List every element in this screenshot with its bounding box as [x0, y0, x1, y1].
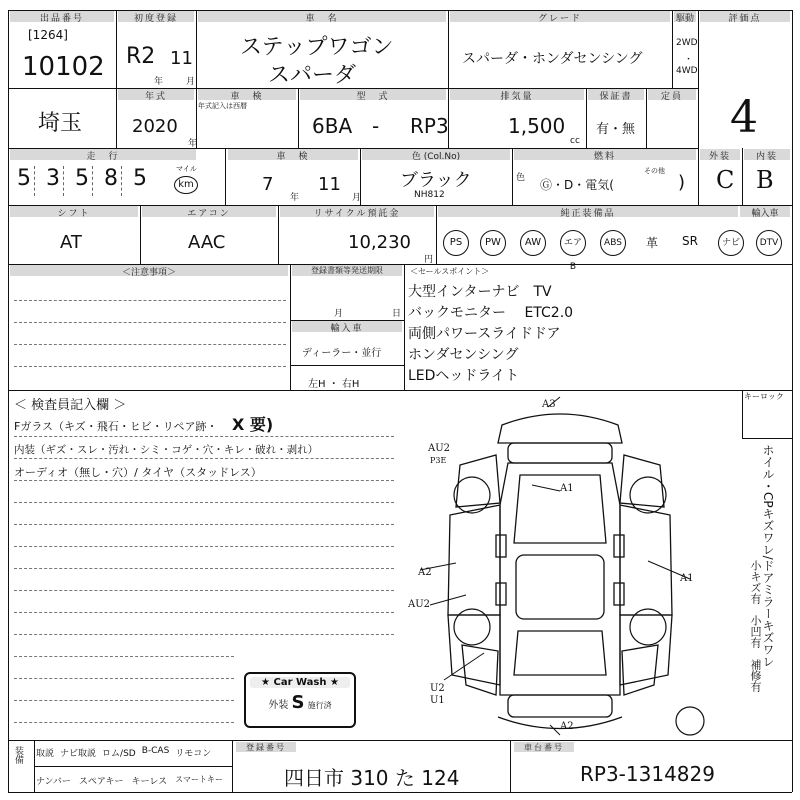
car-wash-prefix: 外装 [268, 700, 289, 711]
mark-line-a1-front [532, 485, 560, 491]
mark-line-u2 [444, 653, 484, 680]
fglass-note: Fガラス（キズ・飛石・ヒビ・リペア跡・ [14, 420, 218, 433]
left-front-fender [456, 455, 500, 507]
first-reg-era: R2 [126, 44, 156, 69]
mileage-digit: 5 [133, 166, 147, 191]
color-code: NH812 [414, 190, 445, 200]
label-fuel: 燃料 [514, 149, 696, 160]
part-item: キーレス [131, 777, 168, 787]
chassis-no-value: RP3-1314829 [580, 762, 715, 786]
car-wash-suffix: 施行済 [307, 701, 332, 710]
part-item: スマートキー [175, 775, 223, 784]
fuel-close: ) [678, 172, 686, 193]
year-mark: 年 [154, 77, 164, 87]
side-note-1: ホイル・CPキズワレ/ドアミラーキズワレ [761, 444, 775, 668]
model-year: 2020 [132, 116, 178, 137]
label-displacement: 排気量 [450, 89, 584, 100]
equip-leather: 革 [646, 236, 659, 250]
import-hand: 左H ・ 右H [308, 379, 360, 390]
month-mark: 月 [186, 77, 196, 87]
parts-row-2 [36, 774, 223, 787]
model-dash: - [372, 114, 380, 138]
side-note-2: 小キズ有 小凹有 補修有 [749, 560, 762, 692]
part-item: ロム/SD [102, 749, 136, 759]
yen-mark: 円 [424, 255, 434, 265]
audio-note: オーディオ（無し・穴）/ タイヤ（スタッドレス） [14, 466, 262, 479]
label-shift: シフト [10, 206, 138, 217]
interior-grade: B [756, 166, 774, 194]
label-capacity: 定員 [648, 89, 696, 100]
inspection-year: 7 [262, 174, 274, 195]
label-year-type: 年式 [118, 89, 194, 100]
part-item: ナビ取説 [60, 749, 97, 759]
label-warranty: 保証書 [588, 89, 644, 100]
label-exterior: 外装 [700, 149, 740, 160]
right-side-front [620, 505, 672, 615]
drive-4wd: 4WD [676, 66, 698, 76]
label-sales-points: ＜セールスポイント＞ [410, 267, 490, 276]
mark-line-a2-rear [550, 725, 560, 735]
wheel-fl [454, 477, 490, 513]
equip-sr: SR [682, 234, 698, 248]
left-side-front [448, 505, 500, 615]
label-chassis-no: 車台番号 [514, 742, 574, 752]
cc-mark: cc [570, 136, 580, 146]
mileage-digit: 3 [43, 166, 64, 196]
label-reg-deadline: 登録書類等発送期限 [292, 265, 402, 276]
part-item: リモコン [175, 749, 212, 759]
car-name-line2: スパーダ [268, 63, 357, 88]
parts-row-1 [36, 746, 211, 759]
hood-front [508, 443, 612, 463]
equip-pw: PW [480, 230, 506, 256]
label-first-reg: 初度登録 [118, 11, 194, 22]
label-eval: 評価点 [700, 11, 790, 22]
spare-wheel [676, 707, 704, 735]
left-mirror-b [496, 583, 506, 605]
model-b: RP3 [410, 114, 449, 138]
right-mirror-b [614, 583, 624, 605]
right-front-fender [620, 455, 664, 507]
label-color: 色 (Col.No) [362, 149, 510, 160]
fuel-value: Ⓖ・D・電気( [540, 178, 614, 192]
damage-mark: A1 [680, 573, 694, 584]
damage-mark: A3 [542, 399, 556, 410]
equip-abs: ABS [600, 230, 626, 256]
exterior-grade: C [716, 166, 735, 194]
damage-mark: P3E [430, 456, 447, 465]
right-rear-fender [622, 645, 658, 695]
drive-2wd: 2WD [676, 38, 698, 48]
car-wash-grade: S [291, 692, 305, 713]
sales-point: LEDヘッドライト [408, 368, 520, 384]
exhibit-number: 10102 [22, 52, 105, 82]
damage-mark: A1 [560, 483, 574, 494]
car-wash-title: ★ Car Wash ★ [250, 677, 350, 688]
sales-points-list [408, 282, 573, 387]
part-item: 取説 [36, 749, 55, 759]
damage-mark: A2 [560, 721, 574, 732]
label-inspection2: 車 検 [228, 149, 358, 160]
label-model: 型 式 [300, 89, 446, 100]
color-name: ブラック [400, 170, 472, 191]
equip-aw: AW [520, 230, 546, 256]
mileage-digit: 8 [101, 166, 122, 196]
right-mirror-a [614, 535, 624, 557]
label-recycle: リサイクル預託金 [280, 206, 434, 217]
front-bumper [498, 414, 622, 443]
shift-value: AT [60, 232, 82, 253]
inspector-title: ＜ 検査員記入欄 ＞ [14, 398, 127, 413]
tailgate [508, 695, 612, 717]
label-aircon: エアコン [142, 206, 276, 217]
mileage-mile: マイル [176, 165, 197, 173]
inspection-month: 11 [318, 174, 341, 195]
sales-point: バックモニター ETC2.0 [408, 305, 574, 321]
label-drive: 駆動 [674, 11, 696, 22]
eval-score: 4 [730, 92, 758, 143]
label-car-name: 車 名 [198, 11, 446, 22]
model-year-mark: 年 [188, 139, 198, 149]
equip-ps: PS [443, 230, 469, 256]
label-keylock: キーロック [744, 392, 784, 401]
rear-window [514, 631, 606, 675]
mileage-digits [14, 166, 164, 196]
displacement-value: 1,500 [508, 114, 566, 138]
reg-day: 日 [392, 309, 402, 319]
car-wash-stamp [244, 672, 356, 728]
grade-value: スパーダ・ホンダセンシング [462, 51, 643, 67]
reg-date-note: 年式記入は西暦 [198, 102, 247, 110]
left-mirror-a [496, 535, 506, 557]
mileage-digit: 5 [72, 166, 93, 196]
wheel-fr [630, 477, 666, 513]
label-inspection: 車 検 [198, 89, 296, 100]
damage-mark: U2 [430, 683, 445, 694]
damage-mark: AU2 [428, 443, 451, 454]
inspection-month-mark: 月 [352, 193, 362, 203]
roof [516, 555, 604, 619]
sales-point: 大型インターナビ TV [408, 284, 552, 300]
first-reg-month: 11 [170, 48, 193, 69]
color-small: 色 [516, 173, 526, 183]
inspection-year-mark: 年 [290, 193, 300, 203]
label-exhibit-no: 出品番号 [10, 11, 114, 22]
left-rear-fender [462, 645, 498, 695]
fglass-mark: X 要) [232, 415, 274, 434]
label-notes: ＜注意事項＞ [10, 265, 288, 276]
import-dealer: ディーラー・並行 [302, 348, 382, 359]
interior-note: 内装（ギズ・スレ・汚れ・シミ・コゲ・穴・キレ・破れ・剥れ） [14, 444, 319, 456]
region-value: 埼玉 [38, 111, 83, 136]
label-import-car: 輸入車 [292, 321, 402, 332]
reg-month: 月 [334, 309, 344, 319]
model-a: 6BA [312, 114, 353, 138]
car-name-line1: ステップワゴン [240, 35, 394, 60]
label-grade: グレード [450, 11, 670, 22]
equip-airbag: エアB [560, 230, 586, 256]
sales-point: ホンダセンシング [408, 347, 519, 363]
fuel-other: その他 [644, 167, 665, 175]
mileage-unit: km [174, 176, 198, 194]
equip-navi: ナビ [718, 230, 744, 256]
exhibit-code: [1264] [28, 28, 68, 42]
sales-point: 両側パワースライドドア [408, 326, 561, 342]
aircon-value: AAC [188, 232, 226, 253]
equip-dtv: DTV [756, 230, 782, 256]
part-item: スペアキー [78, 777, 124, 787]
label-parts: 装備 [13, 746, 23, 764]
warranty-value: 有・無 [596, 122, 636, 137]
label-equipment: 純正装備品 [438, 206, 738, 217]
damage-mark: AU2 [408, 599, 431, 610]
damage-mark: A2 [418, 567, 432, 578]
car-diagram [400, 395, 740, 740]
part-item: B-CAS [141, 746, 170, 756]
damage-mark: U1 [430, 695, 445, 706]
label-import: 輸入車 [740, 206, 790, 217]
label-reg-no: 登録番号 [236, 742, 296, 752]
part-item: ナンバー [36, 777, 71, 787]
mileage-digit: 5 [14, 166, 35, 196]
label-mileage: 走 行 [10, 149, 196, 160]
drive-dot: ・ [684, 55, 694, 65]
reg-no-value: 四日市 310 た 124 [284, 766, 460, 790]
label-interior: 内装 [744, 149, 790, 160]
recycle-value: 10,230 [348, 232, 411, 253]
